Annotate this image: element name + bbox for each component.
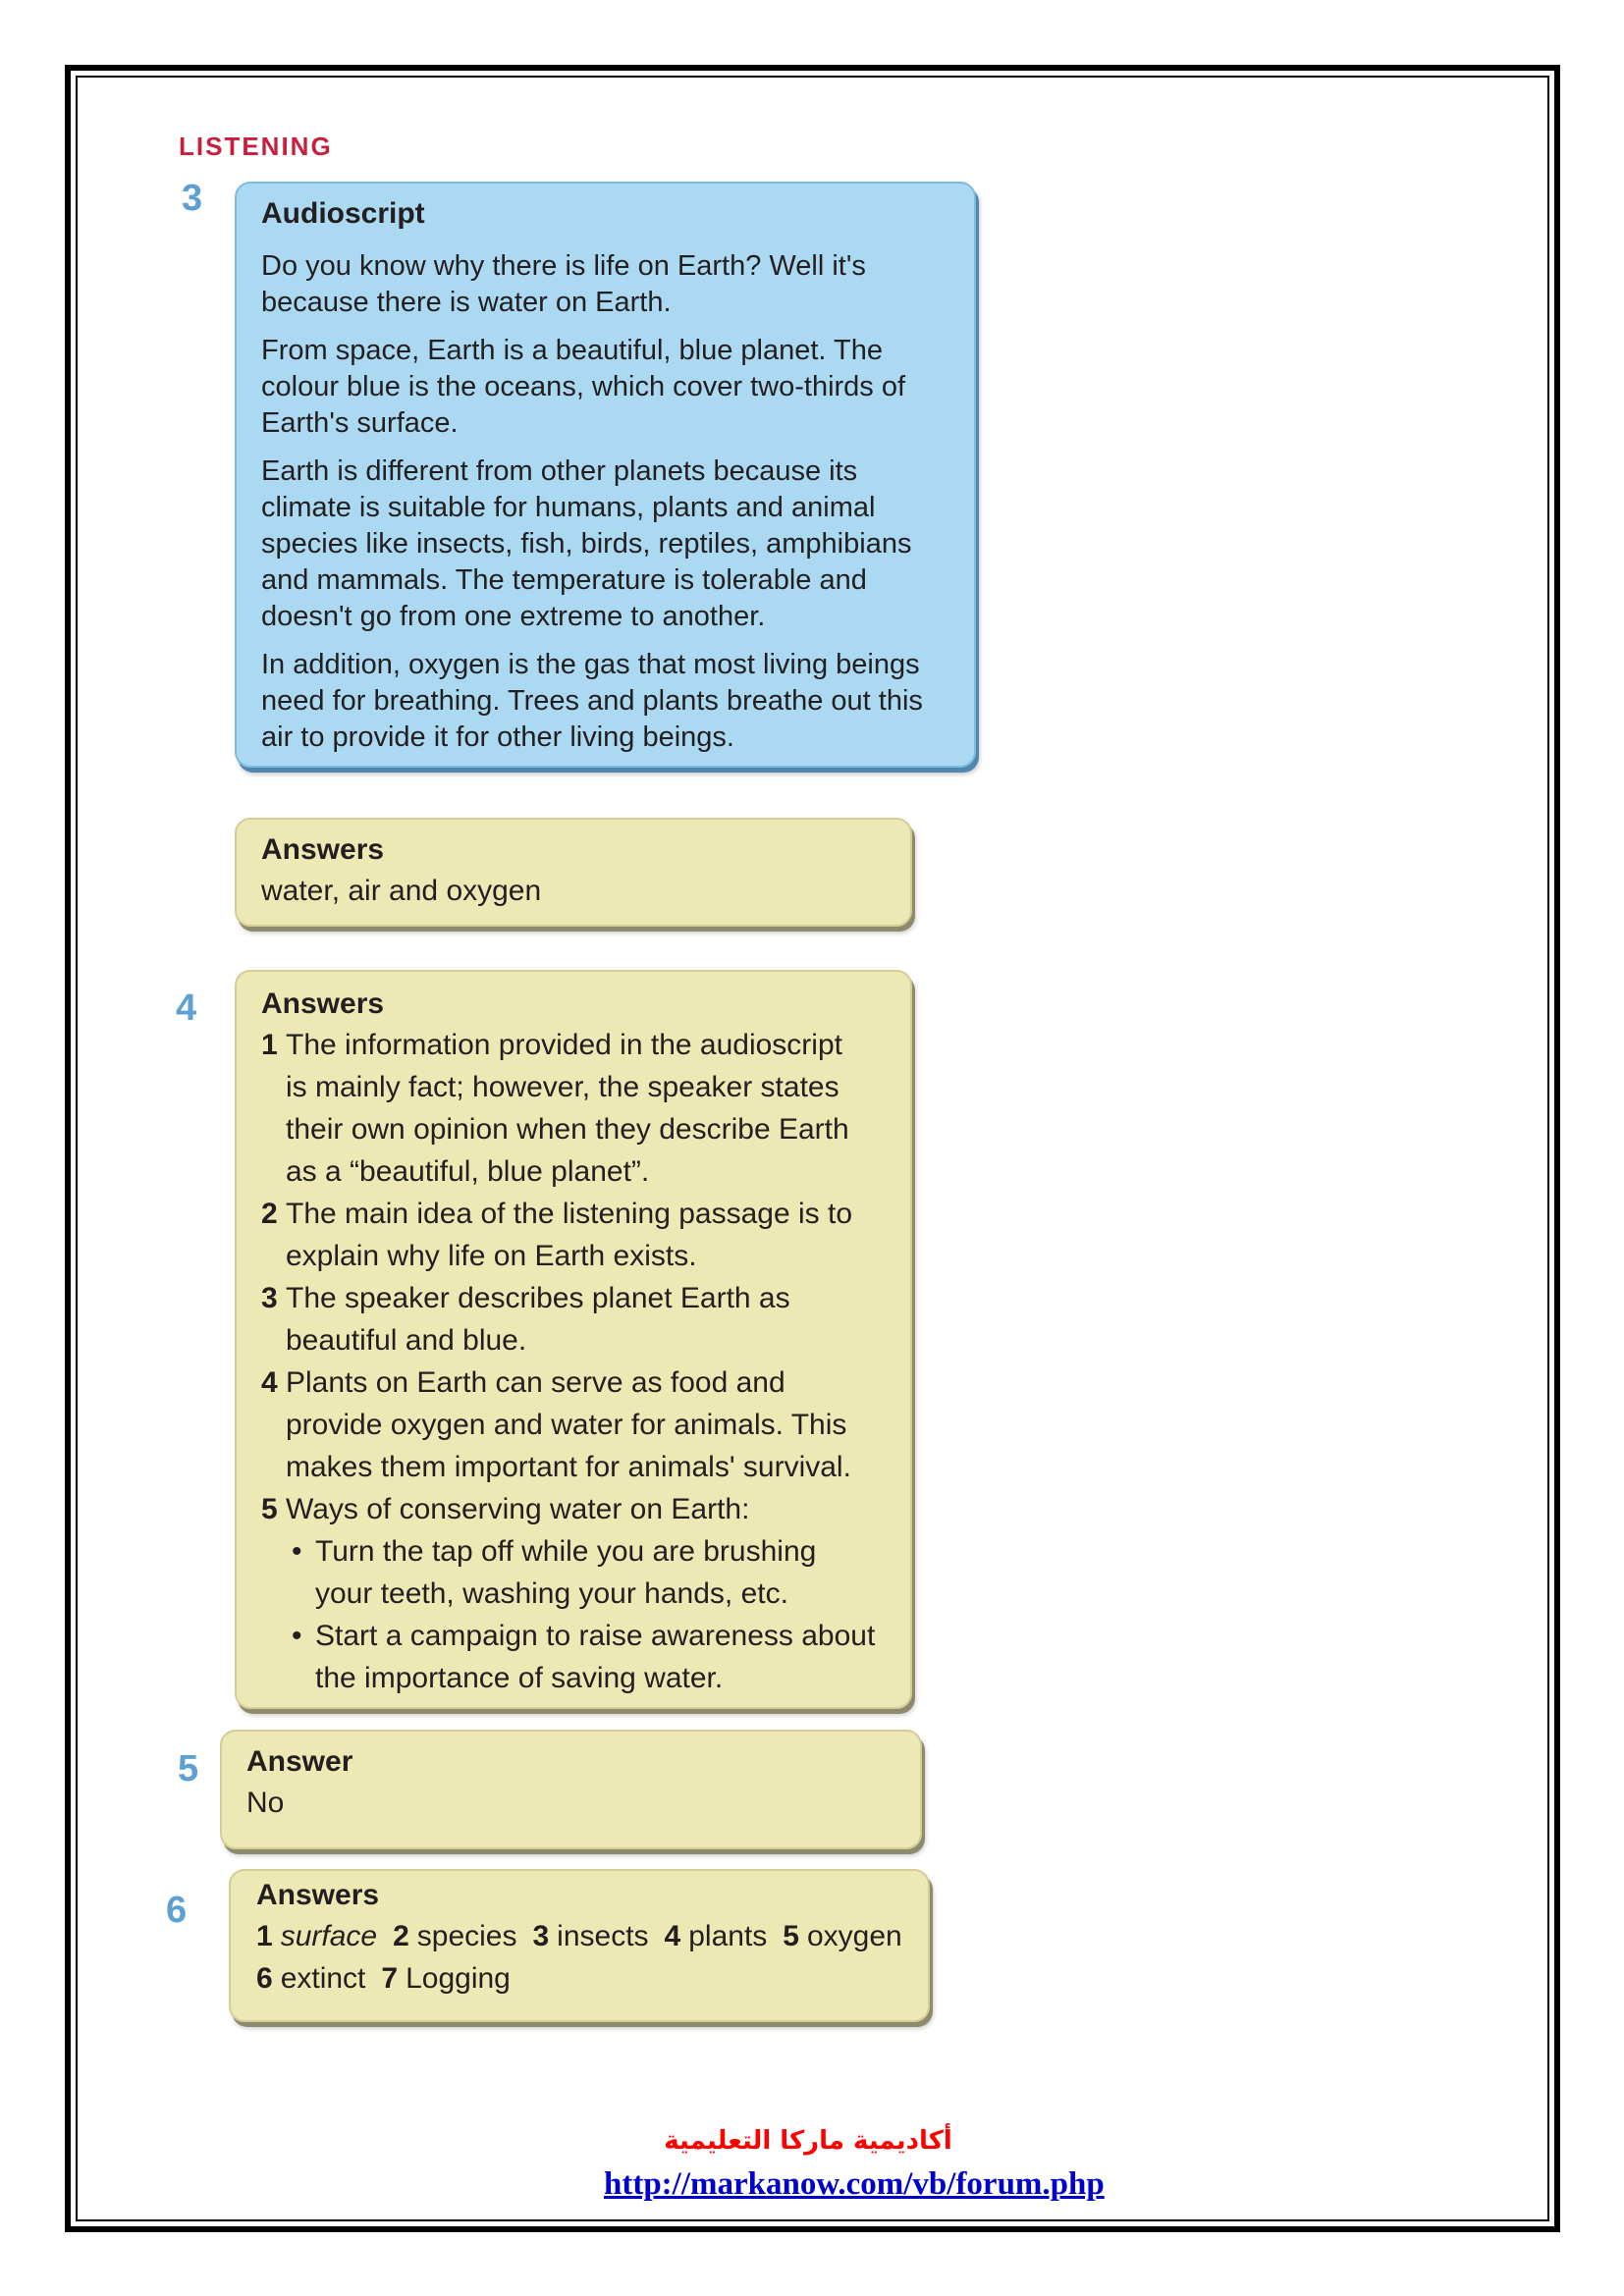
answer-word: insects xyxy=(557,1920,649,1952)
answer-item xyxy=(261,1277,891,1362)
text-line: climate is suitable for humans, plants and animal xyxy=(261,492,876,523)
answer-text-line: The information provided in the audioscript xyxy=(286,1029,842,1061)
text-line: colour blue is the oceans, which cover two-thirds of xyxy=(261,371,906,402)
answer-number: 4 xyxy=(261,1366,278,1399)
answer-entry xyxy=(783,1920,901,1952)
exercise-number-6: 6 xyxy=(166,1890,188,1931)
audioscript-text xyxy=(261,248,954,756)
answer-entry xyxy=(256,1962,365,1995)
text-line: Earth's surface. xyxy=(261,407,459,439)
answer-text-line: Plants on Earth can serve as food and xyxy=(286,1366,785,1399)
answer-item xyxy=(261,1024,891,1193)
answer-number: 4 xyxy=(664,1920,681,1952)
answer-entry xyxy=(256,1920,377,1952)
audioscript-heading: Audioscript xyxy=(261,197,425,230)
exercise-number-3: 3 xyxy=(182,178,203,219)
answer-text: water, air and oxygen xyxy=(261,875,542,907)
answer-word: extinct xyxy=(280,1962,366,1995)
text-line: Earth is different from other planets because its xyxy=(261,455,858,487)
answer-text-line: their own opinion when they describe Earth xyxy=(286,1113,849,1146)
text-line: need for breathing. Trees and plants breathe out this xyxy=(261,685,923,717)
exercise-number-5: 5 xyxy=(178,1748,199,1789)
answer-entry xyxy=(532,1920,648,1952)
answer-entry xyxy=(381,1962,510,1995)
text-line: In addition, oxygen is the gas that most living beings xyxy=(261,649,920,680)
text-line: doesn't go from one extreme to another. xyxy=(261,601,766,632)
answer-number: 7 xyxy=(381,1962,399,1995)
answers-word-list xyxy=(256,1915,908,2000)
answer-text-line: Ways of conserving water on Earth: xyxy=(286,1493,750,1525)
answer-number: 5 xyxy=(261,1493,278,1525)
bullet-icon: • xyxy=(292,1535,302,1568)
answer-entry xyxy=(393,1920,516,1952)
answer-number: 1 xyxy=(256,1920,273,1952)
answers-heading: Answers xyxy=(261,988,385,1020)
answer-word: plants xyxy=(688,1920,768,1952)
bullet-text-line: Start a campaign to raise awareness about xyxy=(315,1620,876,1652)
answers-heading: Answers xyxy=(261,833,385,866)
bullet-text-line: Turn the tap off while you are brushing xyxy=(315,1535,817,1568)
answer-box-5 xyxy=(220,1730,922,1849)
answer-text-line: The main idea of the listening passage is to xyxy=(286,1198,853,1230)
answer-heading: Answer xyxy=(246,1745,353,1778)
audioscript-box xyxy=(235,182,976,768)
answer-text-line: beautiful and blue. xyxy=(286,1324,527,1357)
answer-text-line: The speaker describes planet Earth as xyxy=(286,1282,790,1314)
answers-box-6 xyxy=(229,1869,930,2022)
bullet-text-line: your teeth, washing your hands, etc. xyxy=(315,1577,788,1610)
answer-number: 5 xyxy=(783,1920,799,1952)
audioscript-paragraph xyxy=(261,454,954,635)
bullet-icon: • xyxy=(292,1620,302,1652)
answer-word: surface xyxy=(280,1920,378,1952)
bullet-point xyxy=(286,1615,891,1699)
answers-box-3 xyxy=(235,818,912,927)
answer-item xyxy=(261,1362,891,1488)
text-line: because there is water on Earth. xyxy=(261,287,672,318)
answer-number: 1 xyxy=(261,1029,278,1061)
answer-number: 2 xyxy=(393,1920,409,1952)
text-line: and mammals. The temperature is tolerable and xyxy=(261,564,867,596)
answer-number: 3 xyxy=(532,1920,550,1952)
answer-word: oxygen xyxy=(806,1920,902,1952)
answer-text-line: makes them important for animals' survival. xyxy=(286,1451,851,1483)
answers-line xyxy=(256,1915,908,1957)
text-line: From space, Earth is a beautiful, blue planet. The xyxy=(261,335,883,366)
answer-text-line: explain why life on Earth exists. xyxy=(286,1240,697,1272)
answer-word: species xyxy=(416,1920,517,1952)
section-label: LISTENING xyxy=(179,132,333,161)
answer-text: No xyxy=(246,1787,285,1819)
answer-text-line: as a “beautiful, blue planet”. xyxy=(286,1155,650,1188)
answers-box-4 xyxy=(235,970,912,1709)
answers-line xyxy=(256,1957,908,2000)
audioscript-paragraph xyxy=(261,248,954,321)
answer-number: 6 xyxy=(256,1962,273,1995)
answers-heading: Answers xyxy=(256,1879,380,1911)
academy-name: أكاديمية ماركا التعليمية xyxy=(664,2126,952,2156)
bullet-point xyxy=(286,1530,891,1615)
forum-link[interactable]: http://markanow.com/vb/forum.php xyxy=(604,2166,1105,2202)
text-line: air to provide it for other living beings. xyxy=(261,721,734,753)
answer-item xyxy=(261,1488,891,1699)
answer-word: Logging xyxy=(406,1962,511,1995)
answer-text-line: is mainly fact; however, the speaker states xyxy=(286,1071,839,1103)
audioscript-paragraph xyxy=(261,647,954,756)
answer-text-line: provide oxygen and water for animals. This xyxy=(286,1409,847,1441)
answer-entry xyxy=(665,1920,768,1952)
audioscript-paragraph xyxy=(261,333,954,442)
bullet-text-line: the importance of saving water. xyxy=(315,1662,724,1694)
answer-number: 2 xyxy=(261,1198,278,1230)
answer-number: 3 xyxy=(261,1282,278,1314)
text-line: species like insects, fish, birds, reptiles, amphibians xyxy=(261,528,912,560)
answers-list xyxy=(261,1024,891,1699)
answer-item xyxy=(261,1193,891,1277)
text-line: Do you know why there is life on Earth? Well it's xyxy=(261,250,866,282)
exercise-number-4: 4 xyxy=(176,988,197,1029)
